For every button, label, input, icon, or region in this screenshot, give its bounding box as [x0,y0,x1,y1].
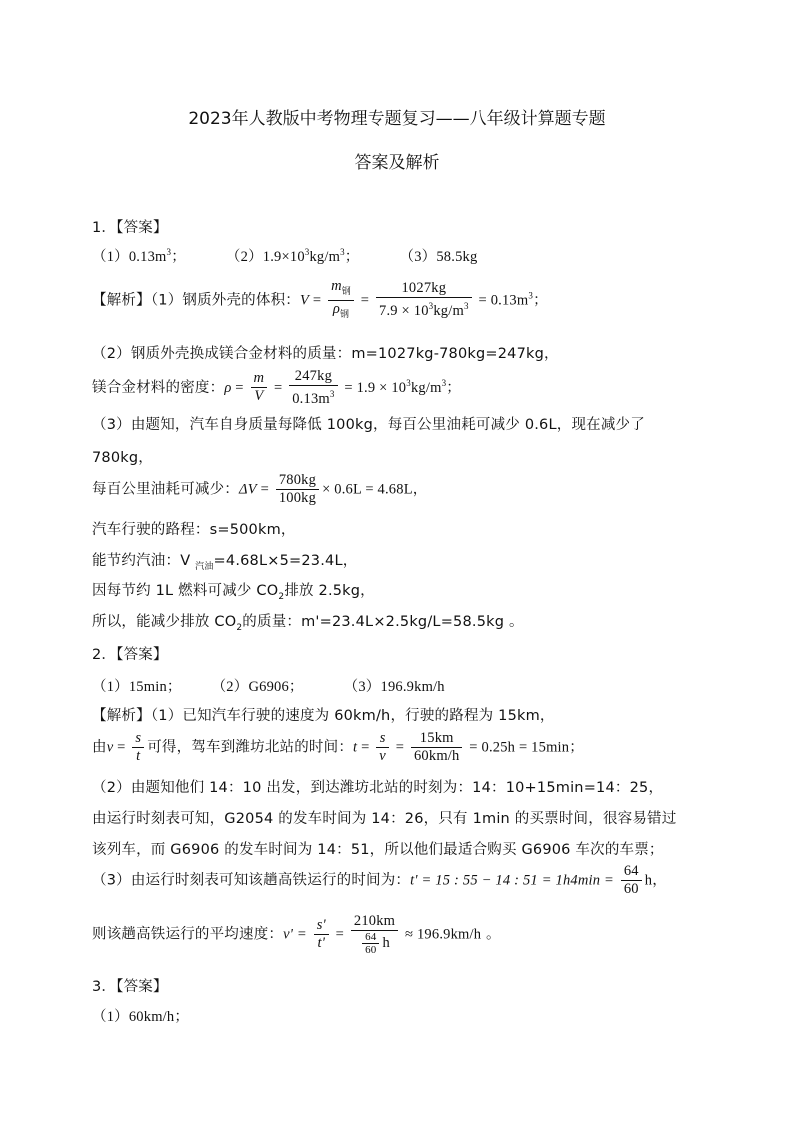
q1-solution-line10: 所以，能减少排放 $CO_2$的质量：m'=23.4L×2.5kg/L=58.5kg 。 [92,614,524,633]
q3-header: 3．【答案】 [92,979,168,995]
fraction-m-over-rho: $\frac{m_钢}{\rho_钢}$ [328,278,354,323]
q2-solution-line6: （3）由运行时刻表可知该趟高铁运行的时间为：t' = 15 : 55 − 14 : 51 = 1h4min = $\frac{64}{60}$ h， [92,863,667,897]
document-title: 2023年人教版中考物理专题复习——八年级计算题专题 [188,109,606,129]
q2-answers: （1）15min； （2）G6906； （3）196.9km/h [92,679,445,695]
q2-solution-line2: 由v = $\frac{s}{t}$ 可得，驾车到潍坊北站的时间：t = $\frac{s}{v}$ = $\frac{15km}{60km/h}$ = 0.25h = 15min； [92,730,584,764]
q1-solution-line6: 每百公里油耗可减少：ΔV = $\frac{780kg}{100kg}$ × 0.6L = 4.68L， [92,472,428,506]
q2-solution-line4: 由运行时刻表可知，G2054 的发车时间为 14：26，只有 1min 的买票时间，很容易错过 [92,811,677,827]
document-subtitle: 答案及解析 [354,153,440,173]
q1-solution-line4: （3）由题知，汽车自身质量每降低 100kg，每百公里油耗可减少 0.6L，现在减少了 [92,417,645,433]
q2-solution-line1: 【解析】（1）已知汽车行驶的速度为 60km/h，行驶的路程为 15km， [92,708,555,724]
q2-solution-line5: 该列车，而 G6906 的发车时间为 14：51，所以他们最适合购买 G6906 车次的车票； [92,842,664,858]
q1-header: 1．【答案】 [92,220,168,236]
q1-solution-line1: 【解析】（1）钢质外壳的体积：V = $\frac{m_钢}{\rho_钢}$ = $\frac{1027kg}{7.9 \times 10^3kg/m^3}$ = $0.13m^3$； [92,278,548,323]
q2-solution-line3: （2）由题知他们 14：10 出发，到达潍坊北站的时刻为：14：10+15min=14：25， [92,780,664,796]
q2-solution-line7: 则该趟高铁运行的平均速度：v' = $\frac{s'}{t'}$ = 210km $\frac{64}{60}$ h ≈ 196.9km/h 。 [92,913,501,956]
q1-solution-line9: 因每节约 1L 燃料可减少 $CO_2$排放 2.5kg， [92,583,375,602]
q3-answer-1: （1）60km/h； [92,1009,190,1025]
q1-solution-line8: 能节约汽油：V $_{汽油}$=4.68L×5=23.4L， [92,553,358,572]
q1-solution-line7: 汽车行驶的路程：s=500km， [92,522,296,538]
q1-solution-line5: 780kg， [92,450,153,466]
q1-solution-line2: （2）钢质外壳换成镁合金材料的质量：m=1027kg-780kg=247kg， [92,346,559,362]
fraction-mass-over-density: $\frac{1027kg}{7.9 \times 10^3kg/m^3}$ [376,280,472,320]
q2-header: 2．【答案】 [92,647,168,663]
q1-answers: $(1)0.13m^3$； $(2)1.9\times 10^3kg/m^3$； （3）58.5kg [92,247,478,265]
q1-solution-line3: 镁合金材料的密度：ρ = $\frac{m}{V}$ = $\frac{247kg}{0.13m^3}$ = $1.9 \times 10^3kg/m^3$； [92,368,461,407]
